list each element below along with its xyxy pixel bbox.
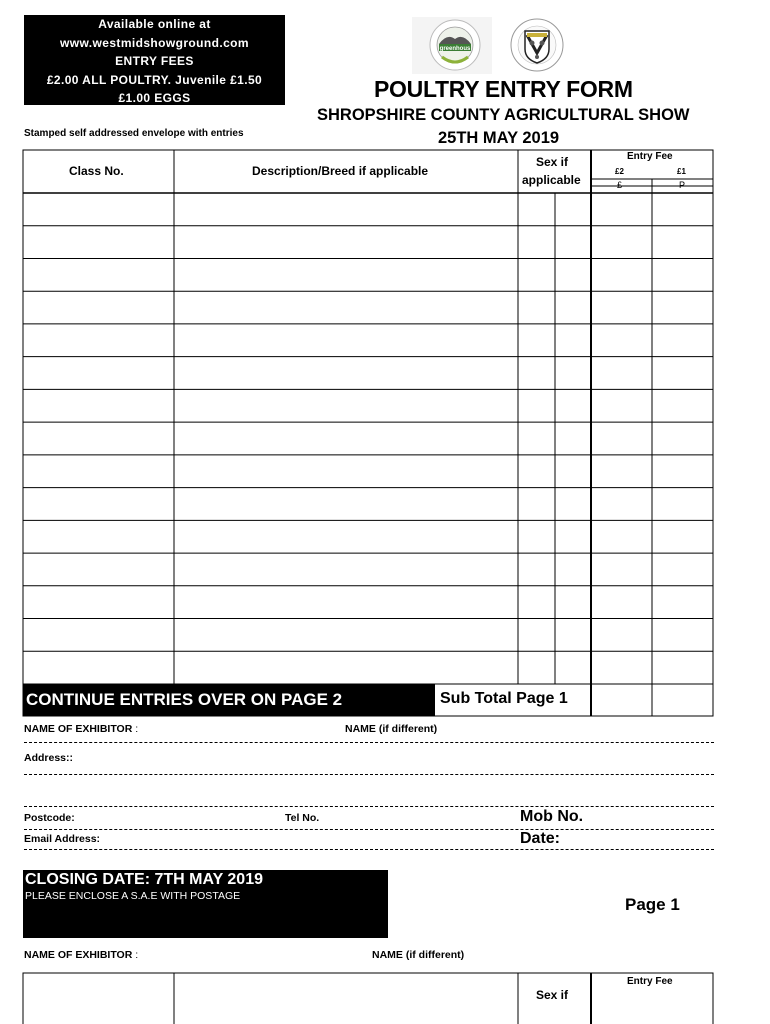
page2-col-header-sex: Sex if xyxy=(536,988,569,1002)
entry-fees-info-box xyxy=(24,15,285,105)
address-line-1[interactable] xyxy=(24,774,714,775)
fee-sub-1: £1 xyxy=(677,167,686,176)
fee-unit-pounds: £ xyxy=(617,180,623,190)
col-header-description: Description/Breed if applicable xyxy=(252,164,429,178)
postcode-line[interactable] xyxy=(24,829,714,830)
col-header-class-no: Class No. xyxy=(69,164,124,178)
col-header-entry-fee: Entry Fee xyxy=(627,151,673,162)
fee-unit-pence: P xyxy=(679,180,686,190)
page2-exhibitor-name-label: NAME OF EXHIBITOR : xyxy=(24,949,139,961)
exhibitor-name-label: NAME OF EXHIBITOR : xyxy=(24,723,139,735)
exhibitor-name-if-different-label: NAME (if different) xyxy=(345,723,438,735)
email-label: Email Address: xyxy=(24,833,101,845)
greenhous-logo xyxy=(412,17,492,74)
closing-date-box xyxy=(23,870,388,938)
show-date: 25TH MAY 2019 xyxy=(438,129,560,147)
entry-fees-heading: ENTRY FEES xyxy=(115,54,194,68)
page-number: Page 1 xyxy=(625,895,680,914)
name-line[interactable] xyxy=(24,742,714,743)
page2-name-if-different-label: NAME (if different) xyxy=(372,949,465,961)
address-label: Address:: xyxy=(24,752,74,764)
form-title: POULTRY ENTRY FORM xyxy=(374,76,633,102)
col-header-sex-line1: Sex if xyxy=(536,155,569,169)
online-note: Available online at xyxy=(98,17,211,31)
page2-col-header-entry-fee: Entry Fee xyxy=(627,976,673,987)
greenhous-logo-text: greenhous xyxy=(439,46,471,52)
continue-entries-text: CONTINUE ENTRIES OVER ON PAGE 2 xyxy=(26,690,343,709)
closing-date-note: PLEASE ENCLOSE A S.A.E WITH POSTAGE xyxy=(25,890,241,902)
postcode-label: Postcode: xyxy=(24,812,75,824)
sae-note: Stamped self addressed envelope with entries xyxy=(24,128,244,139)
show-name: SHROPSHIRE COUNTY AGRICULTURAL SHOW xyxy=(317,106,690,124)
mob-label: Mob No. xyxy=(520,808,584,825)
entry-table-border xyxy=(23,150,713,716)
closing-date-title: CLOSING DATE: 7TH MAY 2019 xyxy=(25,871,263,888)
fee-sub-2: £2 xyxy=(615,167,624,176)
date-label: Date: xyxy=(520,830,561,847)
address-line-2[interactable] xyxy=(24,806,714,807)
continue-entries-bar xyxy=(23,684,435,716)
subtotal-label: Sub Total Page 1 xyxy=(440,690,568,707)
website-url: www.westmidshowground.com xyxy=(60,35,249,50)
page2-table-border xyxy=(23,973,713,1024)
row-lines xyxy=(23,226,713,652)
poultry-fee: £2.00 ALL POULTRY. Juvenile £1.50 xyxy=(46,72,263,87)
tel-label: Tel No. xyxy=(285,812,320,824)
society-crest-logo xyxy=(503,17,571,74)
email-line[interactable] xyxy=(24,849,714,850)
eggs-fee: £1.00 EGGS xyxy=(118,91,191,105)
col-header-sex-line2: applicable xyxy=(522,173,581,187)
